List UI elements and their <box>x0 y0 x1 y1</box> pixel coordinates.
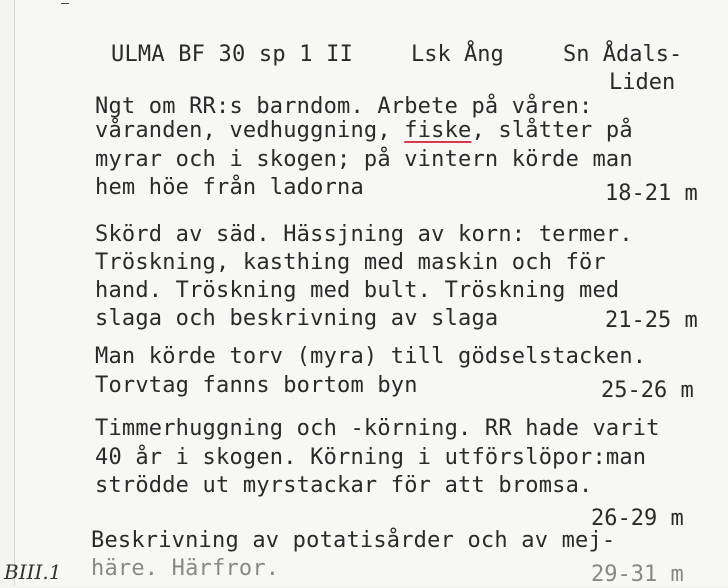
entry-pages: 26-29 m <box>591 506 684 531</box>
entry-line: Tröskning, kasthing med maskin och för <box>95 250 606 275</box>
entry-line: Timmerhuggning och -körning. RR hade varit <box>95 416 660 441</box>
entry-line: Torvtag fanns bortom byn <box>95 373 418 398</box>
margin-note: BIII.1 <box>4 560 62 584</box>
entry-line: våranden, vedhuggning, fiske, slåtter på <box>95 118 633 143</box>
entry-line: Beskrivning av potatisårder och av mej- <box>91 528 616 553</box>
entry-line: hand. Tröskning med bult. Tröskning med <box>95 278 620 303</box>
entry-line: 40 år i skogen. Körning i utförslöpor:man <box>95 445 647 470</box>
entry-line: hem höe från ladorna <box>95 175 364 200</box>
entry-line: Ngt om RR:s barndom. Arbete på våren: <box>95 94 593 119</box>
entry-line: Man körde torv (myra) till gödselstacken. <box>95 344 647 369</box>
entry-line: häre. Härfror. <box>91 556 280 581</box>
entry-pages: 29-31 m <box>591 562 684 587</box>
entry-pages: 18-21 m <box>605 181 698 206</box>
index-card <box>14 0 728 586</box>
card-location: Lsk Ång <box>411 42 504 67</box>
underlined-word: fiske <box>404 118 472 143</box>
card-parish: Sn Ådals- <box>563 42 683 67</box>
entry-line: strödde ut myrstackar för att bromsa. <box>95 473 593 498</box>
entry-pages: 21-25 m <box>605 308 698 333</box>
entry-pages: 25-26 m <box>601 378 694 403</box>
corner-mark <box>61 3 69 4</box>
entry-line: Skörd av säd. Hässjning av korn: termer. <box>95 222 633 247</box>
card-parish-continued: Liden <box>609 70 676 95</box>
entry-line: slaga och beskrivning av slaga <box>95 306 499 331</box>
entry-line: myrar och i skogen; på vintern körde man <box>95 147 633 172</box>
card-code: ULMA BF 30 sp 1 II <box>111 42 354 67</box>
